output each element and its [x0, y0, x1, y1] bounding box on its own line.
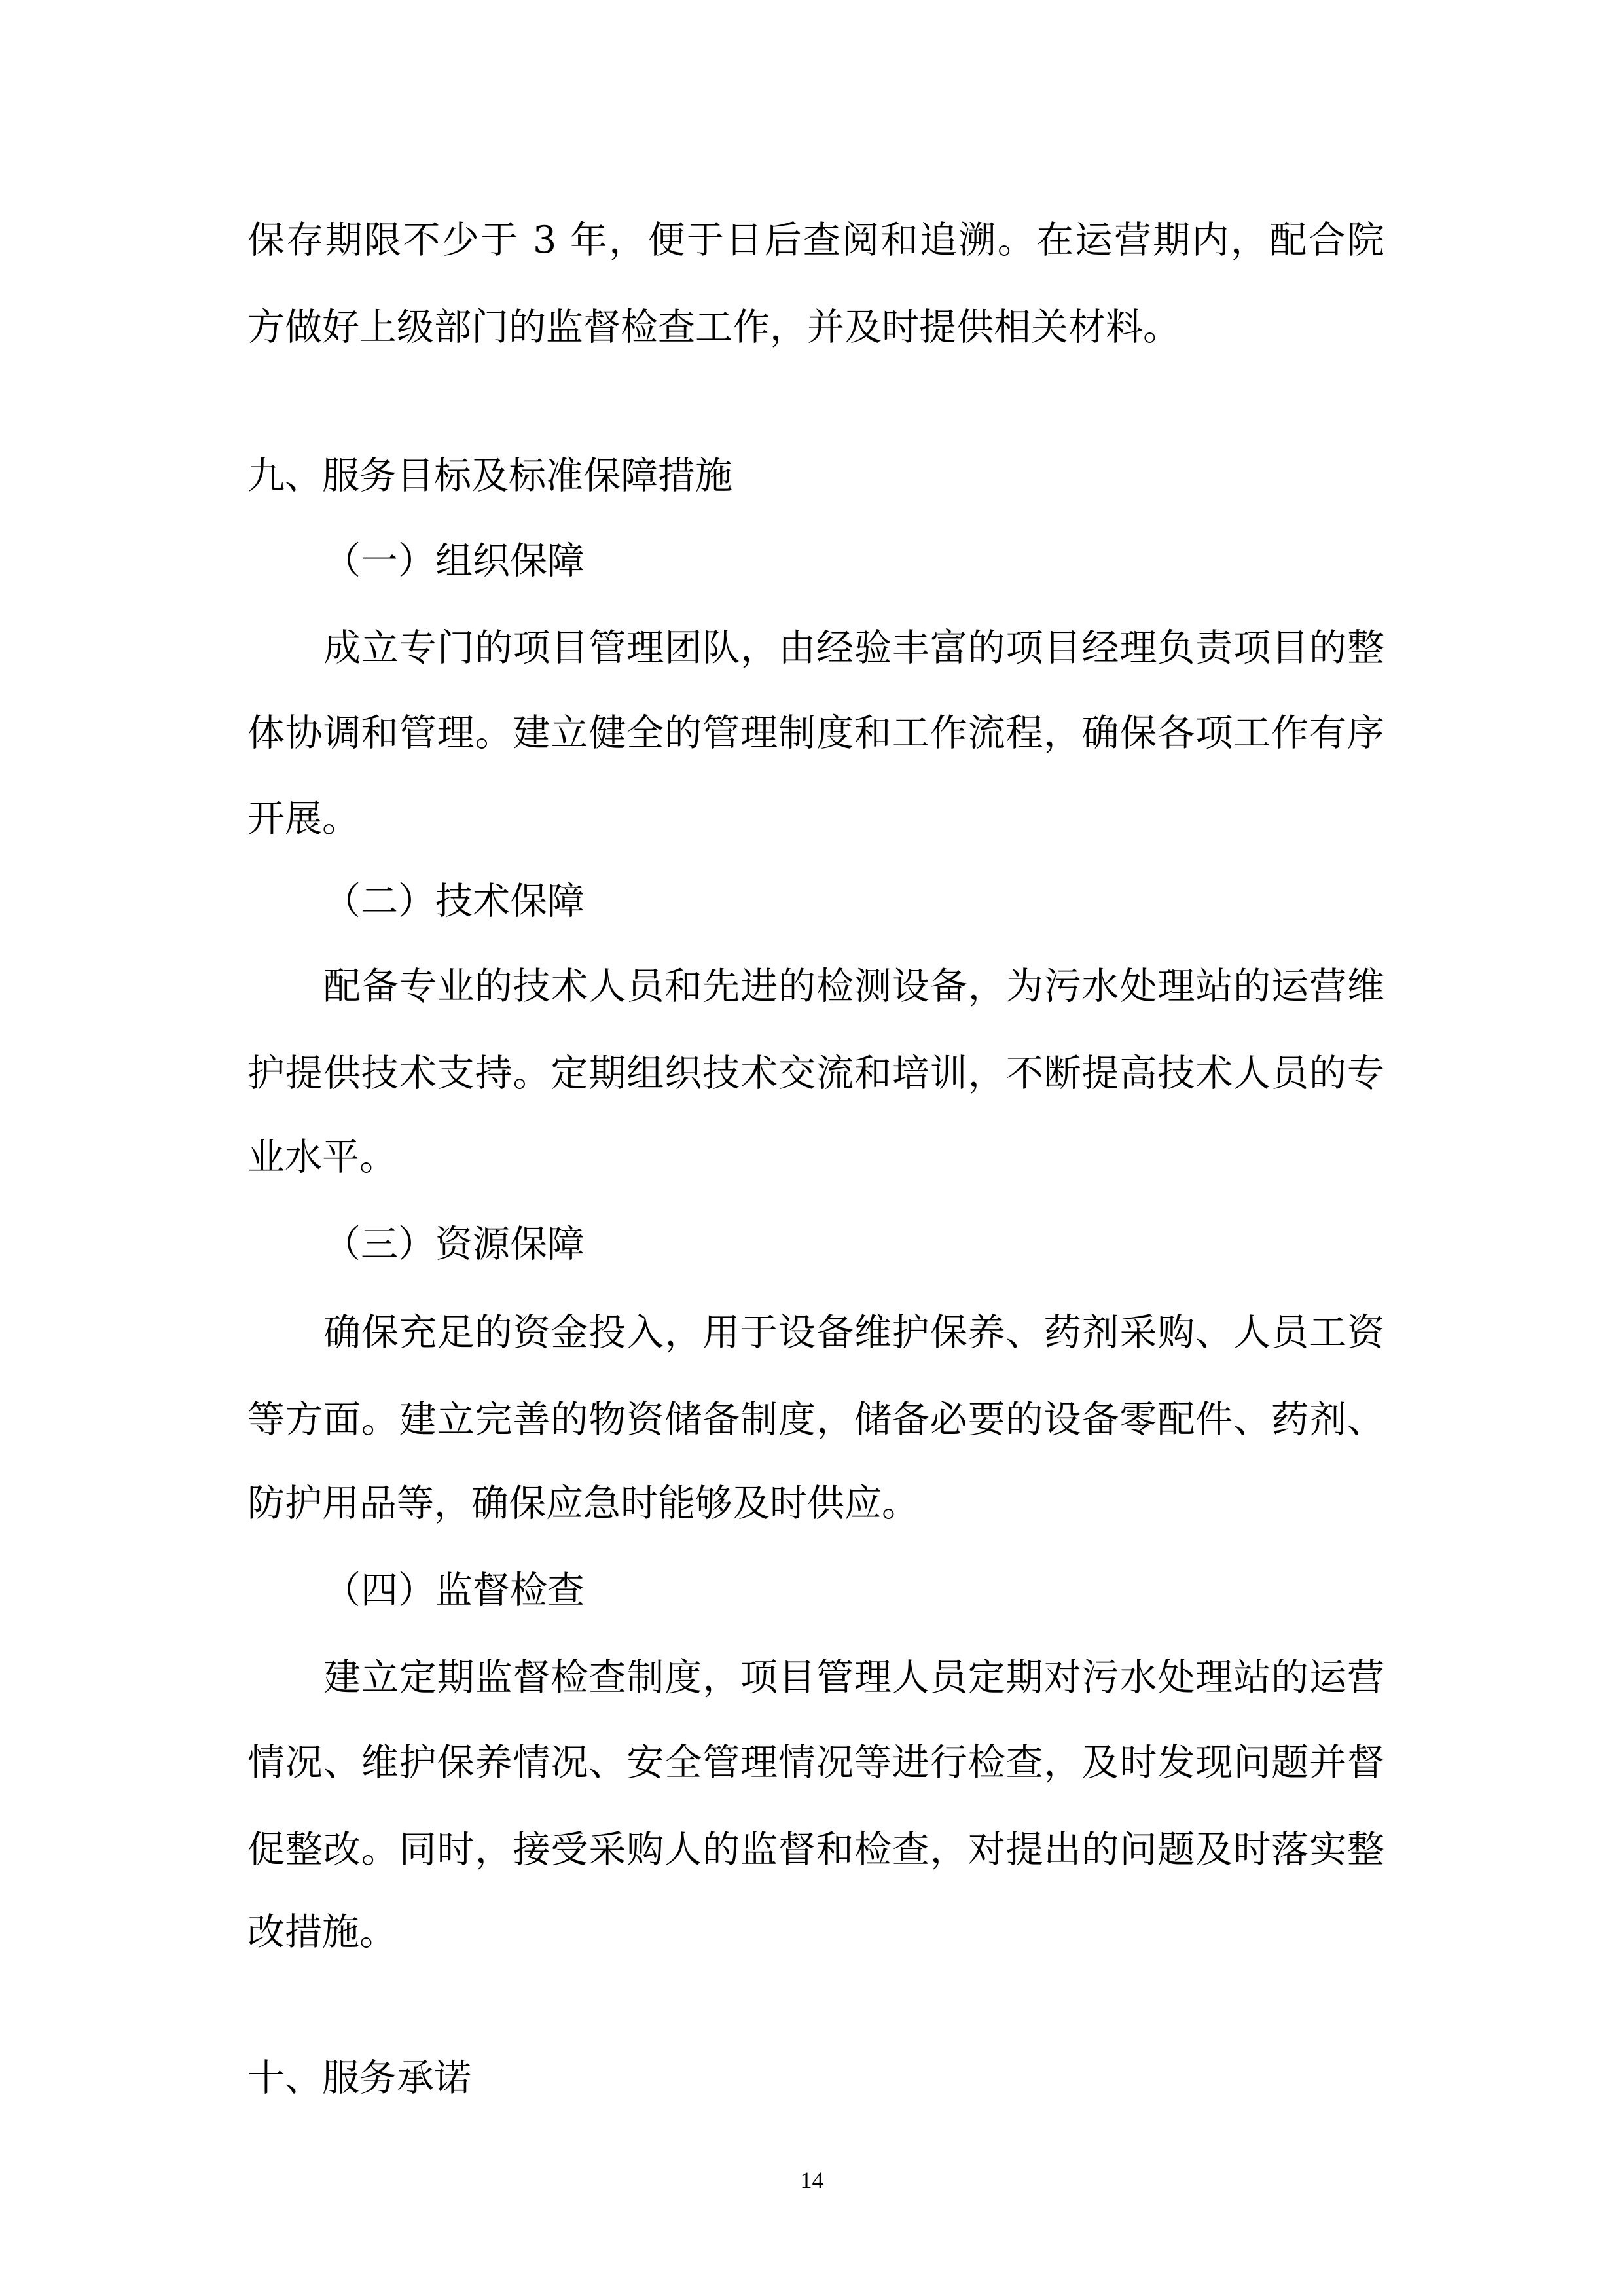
section-heading: 九、服务目标及标准保障措施	[247, 454, 732, 497]
paragraph-line: 建立定期监督检查制度，项目管理人员定期对污水处理站的运营	[323, 1656, 1384, 1699]
paragraph-line: 等方面。建立完善的物资储备制度，储备必要的设备零配件、药剂、	[247, 1398, 1384, 1441]
paragraph-line: 方做好上级部门的监督检查工作，并及时提供相关材料。	[247, 306, 1180, 349]
paragraph-line: 配备专业的技术人员和先进的检测设备，为污水处理站的运营维	[323, 965, 1384, 1008]
subsection-heading: （四）监督检查	[323, 1569, 585, 1612]
paragraph-line: 保存期限不少于 3 年，便于日后查阅和追溯。在运营期内，配合院	[247, 219, 1384, 262]
paragraph-line: 成立专门的项目管理团队，由经验丰富的项目经理负责项目的整	[323, 626, 1384, 670]
page-number: 14	[800, 2167, 824, 2193]
subsection-heading: （一）组织保障	[323, 539, 585, 583]
paragraph-line: 开展。	[247, 797, 359, 840]
paragraph-line: 业水平。	[247, 1136, 397, 1179]
paragraph-line: 护提供技术支持。定期组织技术交流和培训，不断提高技术人员的专	[247, 1052, 1384, 1095]
subsection-heading: （三）资源保障	[323, 1223, 585, 1266]
paragraph-line: 促整改。同时，接受采购人的监督和检查，对提出的问题及时落实整	[247, 1828, 1384, 1871]
subsection-heading: （二）技术保障	[323, 880, 585, 923]
paragraph-line: 确保充足的资金投入，用于设备维护保养、药剂采购、人员工资	[323, 1311, 1384, 1354]
paragraph-line: 体协调和管理。建立健全的管理制度和工作流程，确保各项工作有序	[247, 711, 1384, 755]
paragraph-line: 改措施。	[247, 1910, 397, 1954]
section-heading: 十、服务承诺	[247, 2056, 471, 2100]
paragraph-line: 防护用品等，确保应急时能够及时供应。	[247, 1482, 919, 1525]
paragraph-line: 情况、维护保养情况、安全管理情况等进行检查，及时发现问题并督	[247, 1741, 1384, 1784]
